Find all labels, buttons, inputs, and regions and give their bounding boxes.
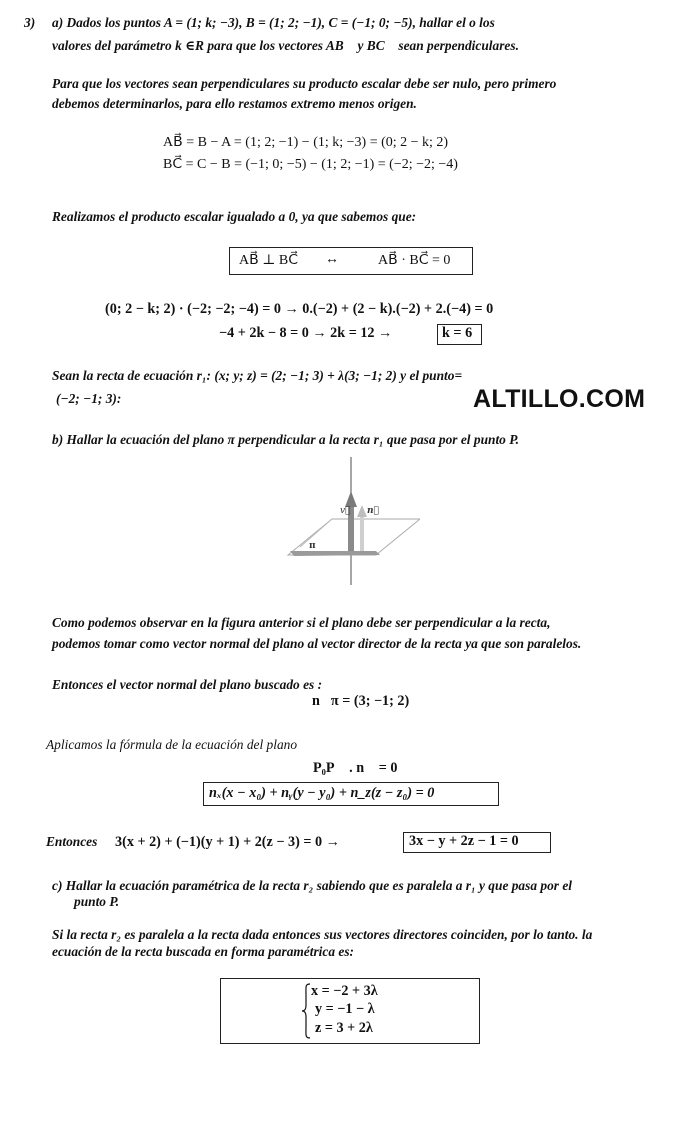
- vector-v-arrowhead: [345, 491, 357, 507]
- answer-k-box: [437, 324, 482, 345]
- part-c-explain-line1: Si la recta r₂ es paralela a la recta dada entonces sus vectores directores coinciden, por lo tanto. la: [52, 927, 593, 942]
- plane-equation-box: [403, 832, 551, 853]
- plane-pi-label: π: [309, 541, 316, 551]
- line-definition-line1: Sean la recta de ecuación r₁: (x; y; z) = (2; −1; 3) + λ(3; −1; 2) y el punto=: [52, 368, 463, 383]
- normal-vector-equation: n⃗π = (3; −1; 2): [312, 693, 410, 709]
- part-b-title: b) Hallar la ecuación del plano π perpendicular a la recta r₁ que pasa por el punto P.: [52, 432, 520, 447]
- perpendicular-rule-right: AB⃗ · BC⃗ = 0: [378, 253, 451, 268]
- dot-product-intro: Realizamos el producto escalar igualado a 0, ya que sabemos que:: [52, 209, 417, 224]
- result-equation: 3(x + 2) + (−1)(y + 1) + 2(z − 3) = 0 →: [115, 834, 340, 850]
- parametric-x: x = −2 + 3λ: [311, 983, 378, 999]
- plane-figure: [280, 455, 420, 590]
- plane-formula-box: [203, 782, 499, 806]
- vector-n-label: n⃗: [367, 506, 379, 516]
- line-definition-line2: (−2; −1; 3):: [56, 391, 122, 406]
- part-c-title-line1: c) Hallar la ecuación paramétrica de la recta r₂ sabiendo que es paralela a r₁ y que pasa por el: [52, 878, 572, 893]
- vector-n: [357, 505, 367, 517]
- answer-k: k = 6: [442, 325, 473, 341]
- dot-product-line1: (0; 2 − k; 2) · (−2; −2; −4) = 0 → 0.(−2) + (2 − k).(−2) + 2.(−4) = 0: [105, 301, 494, 317]
- equation-bc: BC⃗ = C − B = (−1; 0; −5) − (1; 2; −1) = (−2; −2; −4): [163, 157, 458, 172]
- part-b-explain-line1: Como podemos observar en la figura anterior si el plano debe ser perpendicular a la recta,: [52, 615, 551, 630]
- left-brace-icon: [301, 983, 311, 1039]
- altillo-watermark: ALTILLO.COM: [473, 385, 646, 413]
- normal-vector-intro: Entonces el vector normal del plano buscado es :: [52, 677, 323, 692]
- result-prefix: Entonces: [46, 834, 98, 849]
- plane-formula: nₓ(x − x₀) + nᵧ(y − y₀) + n_z(z − z₀) = 0: [209, 785, 435, 801]
- parametric-equations-box: [220, 978, 480, 1044]
- part-a-statement-line1: a) Dados los puntos A = (1; k; −3), B = (1; 2; −1), C = (−1; 0; −5), hallar el o los: [52, 15, 495, 30]
- vector-v-label: v⃗: [340, 506, 351, 516]
- equivalence-arrow: ↔: [325, 252, 339, 267]
- formula-intro: Aplicamos la fórmula de la ecuación del plano: [46, 737, 298, 752]
- part-c-title-line2: punto P.: [74, 894, 120, 909]
- equation-ab: AB⃗ = B − A = (1; 2; −1) − (1; k; −3) = (0; 2 − k; 2): [163, 135, 449, 150]
- part-a-explain-line2: debemos determinarlos, para ello restamos extremo menos origen.: [52, 96, 417, 111]
- perpendicular-rule-left: AB⃗ ⊥ BC⃗: [239, 253, 298, 268]
- part-a-explain-line1: Para que los vectores sean perpendiculares su producto escalar debe ser nulo, pero primero: [52, 76, 557, 91]
- part-b-explain-line2: podemos tomar como vector normal del plano al vector director de la recta ya que son paralelos.: [52, 636, 582, 651]
- formula-dot-product: P₀P⃗ . n⃗ = 0: [313, 760, 398, 776]
- problem-number: 3): [24, 15, 36, 30]
- perpendicular-rule-box: [229, 247, 473, 275]
- plane-equation-answer: 3x − y + 2z − 1 = 0: [409, 833, 519, 849]
- dot-product-line2: −4 + 2k − 8 = 0 → 2k = 12 →: [219, 325, 393, 341]
- part-c-explain-line2: ecuación de la recta buscada en forma paramétrica es:: [52, 944, 354, 959]
- parametric-z: z = 3 + 2λ: [315, 1020, 373, 1036]
- parametric-y: y = −1 − λ: [315, 1001, 375, 1017]
- part-a-statement-line2: valores del parámetro k ∈R para que los vectores AB⃗ y BC⃗ sean perpendiculares.: [52, 38, 519, 53]
